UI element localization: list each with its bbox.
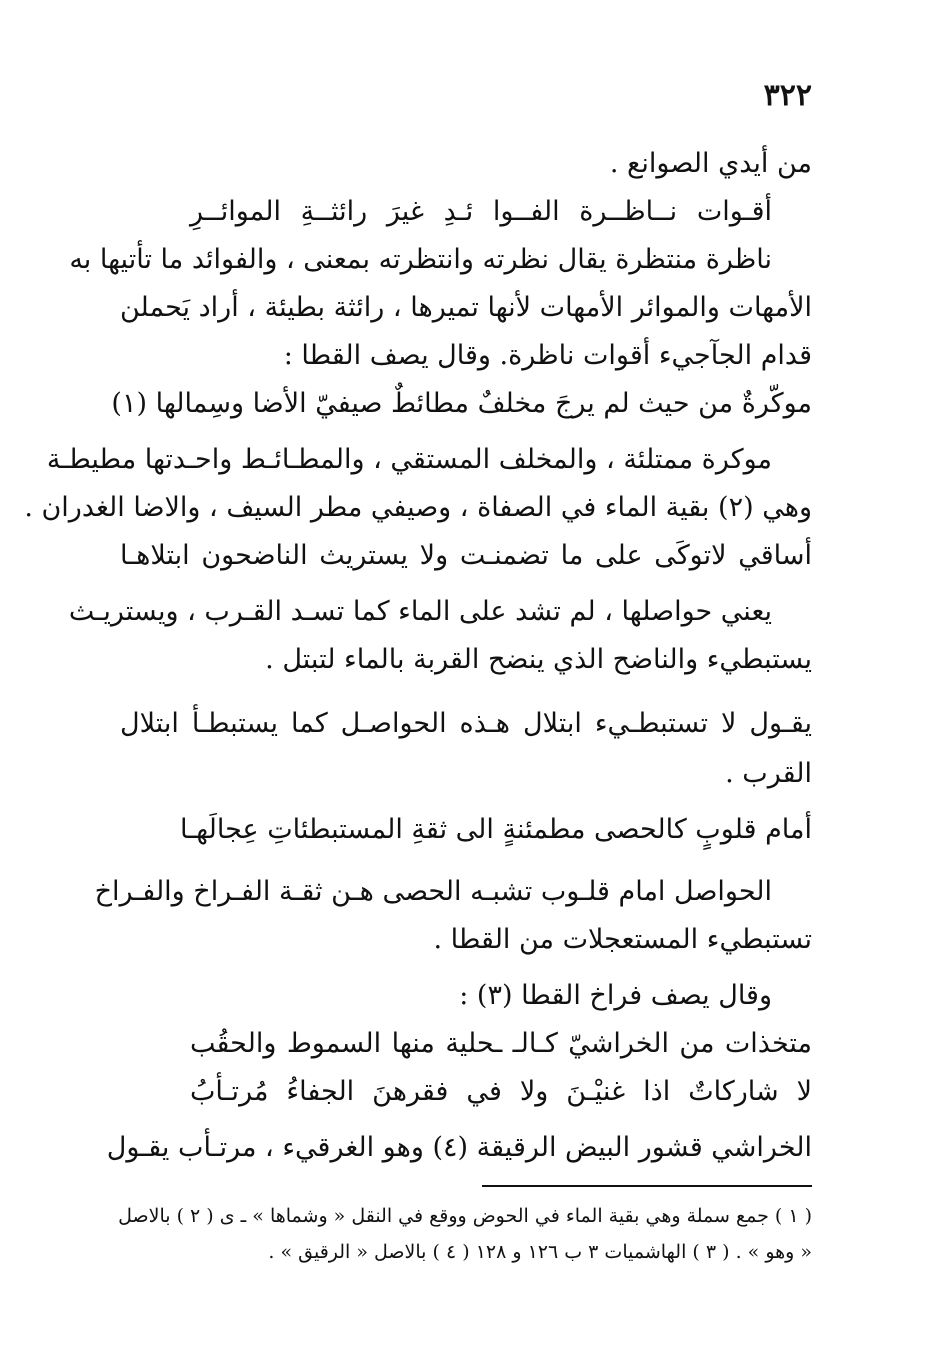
- verse-line: موكّرةٌ من حيث لم يرجَ مخلفٌ مطائطٌ صيفيّ الأضا وسِمالها (١): [111, 388, 812, 419]
- text-line: القرب .: [725, 758, 812, 789]
- text-line: من أيدي الصوانع .: [609, 148, 812, 179]
- footnote-separator: [482, 1185, 812, 1187]
- footnote-line: ( ١ ) جمع سملة وهي بقية الماء في الحوض ووقع في النقل « وشماها » ـ ى ( ٢ ) بالاصل: [118, 1205, 812, 1227]
- verse-line: أقـوات نــاظــرة الفــوا ئـدِ غيرَ رائثــةِ الموائــرِ: [190, 196, 772, 227]
- text-line: يقـول لا تستبطـيء ابتلال هـذه الحواصـل كما يستبطـأ ابتلال: [120, 708, 812, 739]
- verse-line: أمام قلوبٍ كالحصى مطمئنةٍ الى ثقةِ المستبطئاتِ عِجالَهـا: [180, 814, 812, 845]
- text-line: ناظرة منتظرة يقال نظرته وانتظرته بمعنى ، والفوائد ما تأتيها به: [69, 244, 772, 275]
- verse-line: لا شاركاتٌ اذا غنيْـنَ ولا في فقرهنَ الجفاءُ مُرتـأبُ: [190, 1076, 812, 1107]
- page-number: ٣٢٢: [763, 78, 812, 113]
- text-line: تستبطيء المستعجلات من القطا .: [433, 924, 812, 955]
- text-line: وقال يصف فراخ القطا (٣) :: [459, 980, 772, 1011]
- verse-line: متخذات من الخراشيّ كـالـ ـحلية منها السموط والحقُب: [190, 1028, 812, 1059]
- text-line: موكرة ممتلئة ، والمخلف المستقي ، والمطـائـط واحـدتها مطيطـة: [46, 444, 772, 475]
- verse-line: أساقي لاتوكَى على ما تضمنـت ولا يستريث الناضحون ابتلاهـا: [120, 540, 812, 571]
- text-line: الأمهات والموائر الأمهات لأنها تميرها ، رائثة بطيئة ، أراد يَحملن: [120, 292, 812, 323]
- footnote-line: « وهو » . ( ٣ ) الهاشميات ٣ ب ١٢٦ و ١٢٨ ( ٤ ) بالاصل « الرقيق » .: [268, 1241, 812, 1263]
- text-line: قدام الجآجيء أقوات ناظرة. وقال يصف القطا :: [283, 340, 812, 371]
- text-line: وهي (٢) بقية الماء في الصفاة ، وصيفي مطر السيف ، والاضا الغدران .: [24, 492, 812, 523]
- text-line: يعني حواصلها ، لم تشد على الماء كما تسـد القـرب ، ويستريـث: [68, 596, 772, 627]
- book-page: [24, 70, 812, 1330]
- text-line: الخراشي قشور البيض الرقيقة (٤) وهو الغرقيء ، مرتـأب يقـول: [106, 1132, 812, 1163]
- text-line: يستبطيء والناضح الذي ينضح القربة بالماء لتبتل .: [265, 644, 812, 675]
- text-line: الحواصل امام قلـوب تشبـه الحصى هـن ثقـة الفـراخ والفـراخ: [94, 876, 772, 907]
